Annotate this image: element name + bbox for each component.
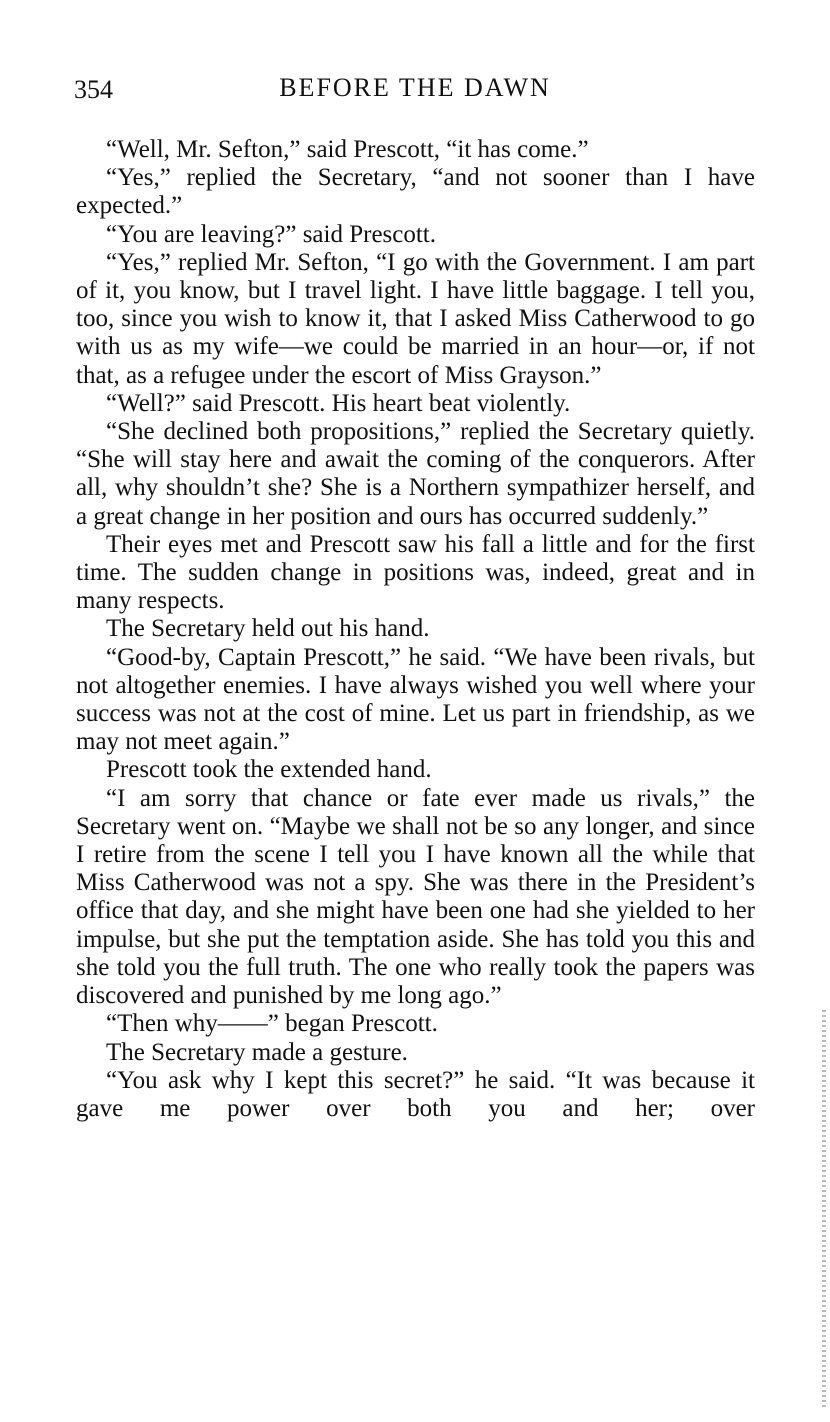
paragraph: The Secretary made a gesture. [106,1038,408,1066]
page-number: 354 [74,75,113,104]
paragraph: “She declined both propositions,” replied the Secretary quietly. “She will stay here and await the coming of the conquerors. After all, why shouldn’t she? She is a Northern sympathizer herself, and a great change in her position and ours has occurred suddenly.” [76,418,755,530]
paragraph: “Then why——” began Prescott. [106,1010,438,1038]
paragraph: Prescott took the extended hand. [106,756,432,784]
paragraph: Their eyes met and Prescott saw his fall a little and for the first time. The sudden change in positions was, indeed, great and in many respects. [76,530,755,615]
paragraph: “Yes,” replied the Secretary, “and not sooner than I have expected.” [76,164,755,220]
paragraph: “I am sorry that chance or fate ever made us rivals,” the Secretary went on. “Maybe we shall not be so any longer, and since I retire from the scene I tell you I have known all the while that Miss Catherwood was not a spy. She was there in the President’s office that day, and she might have been one had she yielded to her impulse, but she put the temptation aside. She has told you this and she told you the full truth. The one who really took the papers was discovered and punished by me long ago.” [76,784,755,1010]
page-header [74,70,756,106]
paragraph: “Well, Mr. Sefton,” said Prescott, “it has come.” [106,136,589,163]
paragraph: “Good-by, Captain Prescott,” he said. “We have been rivals, but not altogether enemies. I have always wished you well where your success was not at the cost of mine. Let us part in friendship, as we may not meet again.” [76,643,755,756]
running-title: BEFORE THE DAWN [279,73,551,102]
paragraph: “You ask why I kept this secret?” he said. “It was because it gave me power over both you and her; over [76,1066,755,1122]
body-text [76,136,755,1123]
paragraph: “Yes,” replied Mr. Sefton, “I go with the Government. I am part of it, you know, but I travel light. I have little baggage. I tell you, too, since you wish to know it, that I asked Miss Catherwood to go with us as my wife—we could be married in an hour—or, if not that, as a refugee under the escort of Miss Grayson.” [76,248,755,389]
scan-edge-mark [822,1010,826,1410]
paragraph: “Well?” said Prescott. His heart beat violently. [106,389,571,417]
paragraph: The Secretary held out his hand. [106,615,430,643]
paragraph: “You are leaving?” said Prescott. [106,220,437,248]
